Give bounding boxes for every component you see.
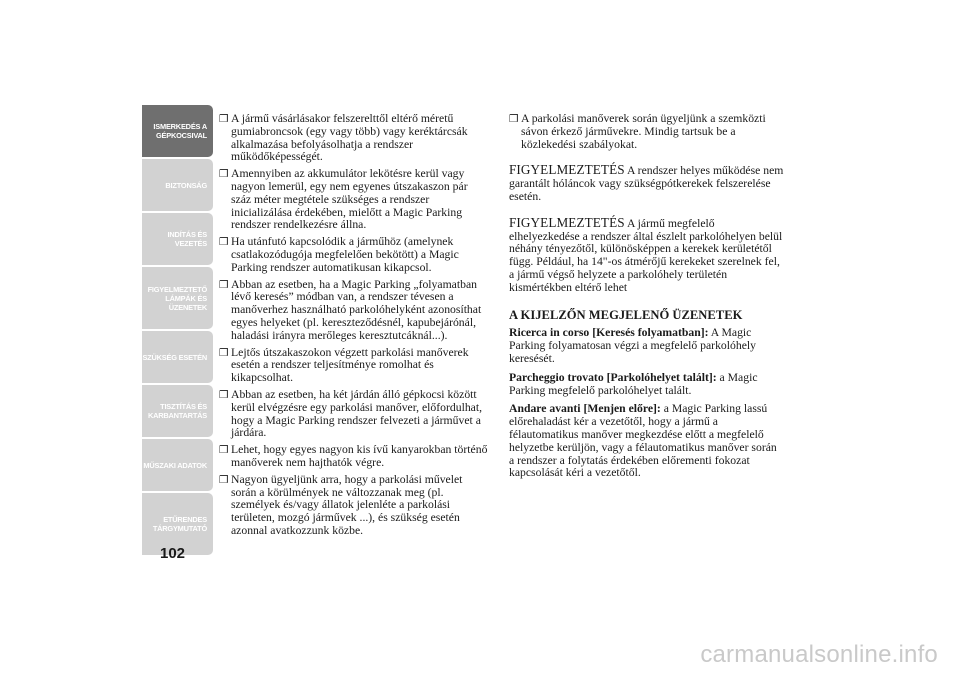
warning-paragraph: [509, 164, 784, 203]
list-item: [219, 444, 489, 470]
bullet-text: Abban az esetben, ha két járdán álló gépkocsi között kerül elvégzésre egy parkolási manőver, előfordulhat, hogy a Magic Parking rendszer felvezeti a járművet a járdára.: [231, 387, 483, 440]
tab-label: FIGYELMEZTETŐ LÁMPÁK ÉS ÜZENETEK: [147, 284, 207, 312]
tab-label: ETŰRENDES TÁRGYMUTATÓ: [152, 515, 207, 533]
tab-ismerkedes[interactable]: [142, 105, 213, 157]
warning-text: A rendszer helyes működése nem garantált hóláncok vagy szükségpótkerekek felszerelése esetén.: [509, 164, 784, 203]
chapter-sidebar: [142, 105, 213, 555]
right-column: [509, 113, 784, 486]
message-title: Andare avanti [Menjen előre]:: [509, 402, 661, 416]
warning-text: A jármű megfelelő elhelyezkedése a rendszer által észlelt parkolóhelyen belül néhány tényezőtől, különösképpen a kerekek kerületétől függ. Például, ha 14"-os átmérőjű kerekeket szerelnek fel, a jármű végső helyzete a parkolóhely területén kismértékben eltérő lehet: [509, 216, 783, 294]
message-description: [509, 403, 784, 480]
tab-muszaki[interactable]: [142, 439, 213, 491]
checkbox-bullet-icon: ❒: [219, 278, 229, 291]
bullet-text: Amennyiben az akkumulátor lekötésre kerül vagy nagyon lemerül, egy nem egyenes útszakaszon pár száz méter megtétele szükséges a rendszer inicializálása érdekében, mielőtt a Magic Parking rendszer rendelkezésre állna.: [231, 167, 468, 232]
bullet-text: A jármű vásárlásakor felszerelttől eltérő méretű gumiabroncsok (egy vagy több) vagy keréktárcsák alkalmazása befolyásolhatja a rendszer működőképességét.: [231, 112, 468, 164]
message-description: [509, 327, 784, 365]
section-title: A KIJELZŐN MEGJELENŐ ÜZENETEK: [509, 307, 743, 322]
list-item: [219, 113, 489, 164]
list-item: [219, 389, 489, 440]
checkbox-bullet-icon: ❒: [219, 473, 229, 486]
tab-label: MŰSZAKI ADATOK: [143, 460, 207, 470]
tab-szukseg[interactable]: [142, 331, 213, 383]
tab-figyelmezteto[interactable]: [142, 267, 213, 329]
message-title: Parcheggio trovato [Parkolóhelyet talált]:: [509, 370, 717, 384]
list-item: [219, 474, 489, 538]
checkbox-bullet-icon: ❒: [219, 444, 229, 457]
tab-label: TISZTÍTÁS ÉS KARBANTARTÁS: [147, 402, 207, 420]
checkbox-bullet-icon: ❒: [509, 113, 519, 125]
checkbox-bullet-icon: ❒: [219, 388, 229, 401]
bullet-text: Nagyon ügyeljünk arra, hogy a parkolási művelet során a körülmények ne változzanak meg (pl. személyek és/vagy állatok jelenléte a parkolási területen, mozgó járművek ...), és szükség esetén azonnal avatkozzunk közbe.: [231, 472, 463, 537]
checkbox-bullet-icon: ❒: [219, 346, 229, 359]
message-text: a Magic Parking lassú előrehaladást kér a vezetőtől, hogy a jármű a félautomatikus manőver megkezdése előtt a megfelelő helyzetbe kerüljön, vagy a félautomatikus manőver során a rendszer a folytatás érdekében előrementi fokozat kapcsolását kéri a vezetőtől.: [509, 402, 777, 480]
bullet-text: Ha utánfutó kapcsolódik a járműhöz (amelynek csatlakozódugója megfelelően bekötött) a Magic Parking rendszer automatikusan kikapcsol.: [231, 235, 459, 274]
checkbox-bullet-icon: ❒: [219, 168, 229, 181]
tab-biztonsag[interactable]: [142, 159, 213, 211]
tab-inditas[interactable]: [142, 213, 213, 265]
warning-paragraph: [509, 214, 784, 295]
tab-label: BIZTONSÁG: [165, 180, 207, 190]
page-number: 102: [160, 545, 186, 562]
bullet-text: Lehet, hogy egyes nagyon kis ívű kanyarokban történő manőverek nem hajthatók végre.: [231, 443, 488, 469]
list-item: [219, 347, 489, 385]
bullet-text: Lejtős útszakaszokon végzett parkolási manőverek esetén a rendszer teljesítménye romolhat és kikapcsolhat.: [231, 345, 469, 385]
watermark: carmanualsonline.info: [700, 641, 938, 668]
message-text: A Magic Parking folyamatosan végzi a megfelelő parkolóhely keresését.: [509, 326, 756, 365]
tab-label: SZÜKSÉG ESETÉN: [142, 352, 207, 362]
message-description: [509, 372, 784, 398]
message-text: a Magic Parking megfelelő parkolóhelyet talált.: [509, 370, 758, 397]
tab-tisztitas[interactable]: [142, 385, 213, 437]
warning-label: FIGYELMEZTETÉS: [509, 162, 625, 178]
list-item: [219, 168, 489, 232]
bullet-text: Abban az esetben, ha a Magic Parking „folyamatban lévő keresés” módban van, a rendszer tévesen a manőverhez használható parkolóhelyként azonosíthat egyes helyeket (pl. kereszteződésnél, kapubejárónál, haladási irányra merőleges keresztutcáknál...).: [231, 277, 482, 342]
left-column: [219, 113, 489, 542]
message-title: Ricerca in corso [Keresés folyamatban]:: [509, 326, 709, 340]
bullet-text: A parkolási manőverek során ügyeljünk a szemközti sávon érkező járművekre. Mindig tartsuk be a közlekedési szabályokat.: [521, 112, 766, 151]
list-item: [509, 113, 784, 151]
warning-label: FIGYELMEZTETÉS: [509, 214, 625, 230]
list-item: [219, 279, 489, 343]
checkbox-bullet-icon: ❒: [219, 113, 229, 125]
tab-label: ISMERKEDÉS A GÉPKOCSIVAL: [153, 122, 207, 140]
checkbox-bullet-icon: ❒: [219, 236, 229, 249]
list-item: [219, 236, 489, 274]
tab-label: INDÍTÁS ÉS VEZETÉS: [167, 230, 207, 248]
